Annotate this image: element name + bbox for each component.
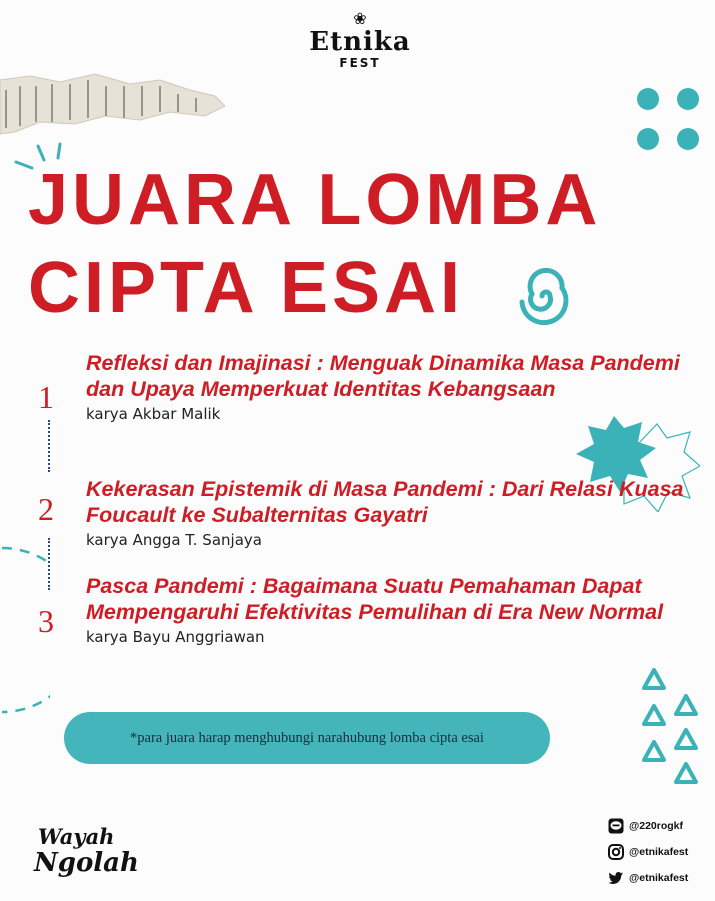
essay-title: Refleksi dan Imajinasi : Menguak Dinamika Masa Pandemi dan Upaya Memperkuat Identitas Kebangsaan (86, 351, 680, 401)
title-line-2: CIPTA ESAI (28, 248, 465, 328)
triangles-decoration (638, 666, 708, 786)
wayah-ngolah-logo (24, 822, 154, 888)
rank-number-3: 3 (38, 603, 54, 639)
winner-entry-3 (86, 573, 696, 647)
essay-title: Pasca Pandemi : Bagaimana Suatu Pemahaman Dapat Mempengaruhi Efektivitas Pemulihan di Era New Normal (86, 574, 664, 624)
social-instagram[interactable] (608, 841, 714, 863)
etnika-fest-logo (300, 12, 420, 92)
flower-icon: ❀ (353, 11, 367, 28)
essay-author: karya Akbar Malik (86, 405, 221, 423)
social-twitter[interactable] (608, 867, 714, 889)
essay-title: Kekerasan Epistemik di Masa Pandemi : Dari Relasi Kuasa Foucault ke Subalternitas Gayatri (86, 477, 684, 527)
social-handle: @etnikafest (629, 846, 689, 858)
winner-entry-2 (86, 476, 696, 550)
twitter-icon (608, 870, 624, 886)
decorative-dots (635, 88, 705, 152)
essay-author: karya Angga T. Sanjaya (86, 531, 262, 549)
logo-word-2: Ngolah (34, 848, 139, 878)
rank-number-1: 1 (38, 379, 54, 415)
dashed-arc-decoration (0, 540, 50, 720)
connector-dots (48, 420, 53, 472)
social-line[interactable] (608, 815, 714, 837)
title-line-1: JUARA LOMBA (28, 160, 602, 240)
line-icon (608, 818, 624, 834)
social-handles (608, 815, 714, 893)
contact-note-banner: *para juara harap menghubungi narahubung lomba cipta esai (64, 712, 550, 764)
social-handle: @220rogkf (629, 820, 684, 832)
instagram-icon (608, 844, 624, 860)
newspaper-scrap-graphic (0, 72, 225, 142)
logo-word: Etnika (309, 27, 411, 57)
social-handle: @etnikafest (629, 872, 689, 884)
rank-number-2: 2 (38, 491, 54, 527)
logo-word-1: Wayah (38, 824, 115, 849)
logo-sub: FEST (339, 56, 381, 70)
spiral-icon (512, 262, 580, 330)
essay-author: karya Bayu Anggriawan (86, 628, 265, 646)
winner-entry-1 (86, 350, 696, 424)
